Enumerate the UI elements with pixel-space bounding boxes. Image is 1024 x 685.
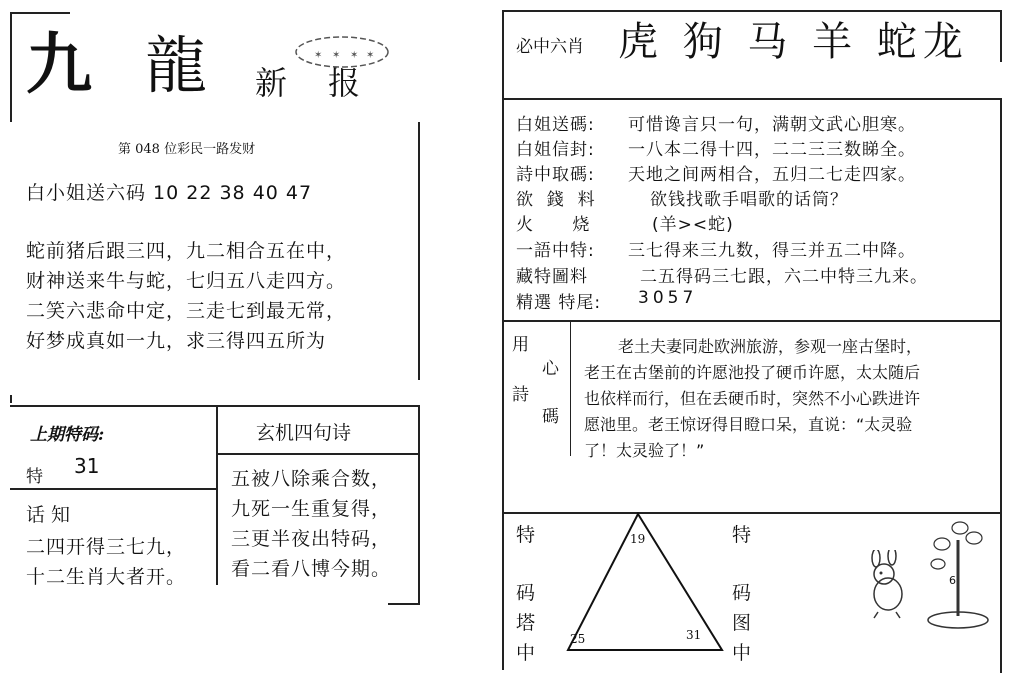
- poem-line: 蛇前猪后跟三四，九二相合五在中，: [26, 240, 347, 262]
- triangle-right-number: 31: [686, 628, 702, 642]
- divider: [1000, 10, 1002, 62]
- tower-left-char: 特: [516, 524, 536, 546]
- title-nine: 九: [26, 25, 92, 103]
- info-row-text: (羊><蛇): [652, 215, 734, 235]
- info-row-text: 三七得来三九数，得三并五二中降。: [628, 241, 916, 261]
- title-new: 新: [255, 64, 288, 102]
- xuanji-line: 五被八除乘合数，: [231, 468, 392, 490]
- triangle-top-number: 19: [630, 532, 646, 546]
- last-special-label: 上期特码:: [30, 425, 105, 445]
- huazhi-line: 十二生肖大者开。: [26, 566, 187, 588]
- triangle-left-number: 25: [570, 632, 586, 646]
- special-label: 特: [26, 467, 43, 487]
- side-label: 心: [542, 359, 559, 379]
- info-row-label: 藏特圖料: [516, 267, 588, 287]
- story-line: 老王在古堡前的许愿池投了硬币许愿，太太随后: [584, 363, 921, 382]
- info-row-label: 詩中取碼:: [516, 165, 595, 185]
- story-line: 愿池里。老王惊讶得目瞪口呆，直说：“太灵验: [584, 415, 913, 434]
- info-row-label: 欲 錢 料: [516, 190, 596, 210]
- xuanji-title: 玄机四句诗: [256, 422, 352, 444]
- info-row-text: 3057: [638, 288, 698, 308]
- zodiac-list: 虎 狗 马 羊 蛇龙: [618, 19, 969, 65]
- huazhi-label: 话 知: [26, 504, 71, 526]
- title-bao: 报: [328, 64, 361, 102]
- svg-text:✶: ✶: [332, 50, 341, 61]
- title-dragon: 龍: [145, 29, 208, 102]
- issue-subline: 第 048 位彩民一路发财: [118, 142, 256, 157]
- cartoon-number: 6: [949, 574, 956, 587]
- special-value: 31: [74, 454, 100, 478]
- side-label: 碼: [542, 407, 559, 427]
- divider: [388, 603, 420, 605]
- side-label: 用: [512, 335, 529, 355]
- xuanji-line: 看二看八博今期。: [231, 558, 392, 580]
- side-label: 詩: [512, 385, 529, 405]
- must-label: 必中六肖: [516, 37, 584, 57]
- six-codes: 白小姐送六码 10 22 38 40 47: [26, 182, 313, 204]
- divider: [1000, 98, 1002, 673]
- tower-right-char: 中: [732, 642, 752, 664]
- info-row-label: 一語中特:: [516, 241, 595, 261]
- divider: [10, 488, 218, 490]
- info-row-text: 天地之间两相合，五归二七走四家。: [628, 165, 916, 185]
- tower-right-char: 图: [732, 612, 752, 634]
- divider: [418, 122, 420, 380]
- info-row-label: 白姐送碼:: [516, 115, 595, 135]
- divider: [10, 405, 420, 407]
- divider: [502, 320, 1002, 322]
- story-line: 了！太灵验了！”: [584, 441, 705, 460]
- xuanji-line: 三更半夜出特码，: [231, 528, 392, 550]
- tower-left-char: 中: [516, 642, 536, 664]
- tower-right-char: 特: [732, 524, 752, 546]
- divider: [216, 405, 218, 585]
- poem-line: 二笑六悲命中定，三走七到最无常，: [26, 300, 347, 322]
- tower-left-char: 码: [516, 582, 536, 604]
- info-row-label: 火 烧: [516, 215, 591, 235]
- tower-left-char: 塔: [516, 612, 536, 634]
- info-row-label: 精選 特尾:: [516, 293, 602, 313]
- info-row-text: 可惜谗言只一句，满朝文武心胆寒。: [628, 115, 916, 135]
- info-row-text: 一八本二得十四，二二三三数睇全。: [628, 140, 916, 160]
- story-line: 老土夫妻同赴欧洲旅游，参观一座古堡时，: [618, 337, 923, 356]
- divider: [502, 98, 1002, 100]
- svg-text:✶: ✶: [366, 50, 375, 61]
- svg-text:✶: ✶: [350, 50, 359, 61]
- huazhi-line: 二四开得三七九，: [26, 536, 187, 558]
- divider: [10, 12, 12, 122]
- poem-line: 财神送来牛与蛇，七归五八走四方。: [26, 270, 347, 292]
- rabbit-cartoon-icon: [858, 550, 918, 620]
- divider: [570, 322, 571, 456]
- divider: [502, 10, 504, 670]
- info-row-label: 白姐信封:: [516, 140, 595, 160]
- poem-line: 好梦成真如一九，求三得四五所为: [26, 330, 327, 352]
- info-row-text: 二五得码三七跟，六二中特三九来。: [640, 267, 928, 287]
- divider: [10, 395, 12, 403]
- tower-right-char: 码: [732, 582, 752, 604]
- divider: [216, 453, 420, 455]
- divider: [418, 405, 420, 605]
- story-line: 也依样而行，但在丢硬币时，突然不小心跌进许: [584, 389, 921, 408]
- logo-ornament-icon: [292, 34, 392, 70]
- svg-text:✶: ✶: [314, 50, 323, 61]
- divider: [10, 12, 70, 14]
- xuanji-line: 九死一生重复得，: [231, 498, 392, 520]
- info-row-text: 欲钱找歌手唱歌的话筒？: [650, 190, 848, 210]
